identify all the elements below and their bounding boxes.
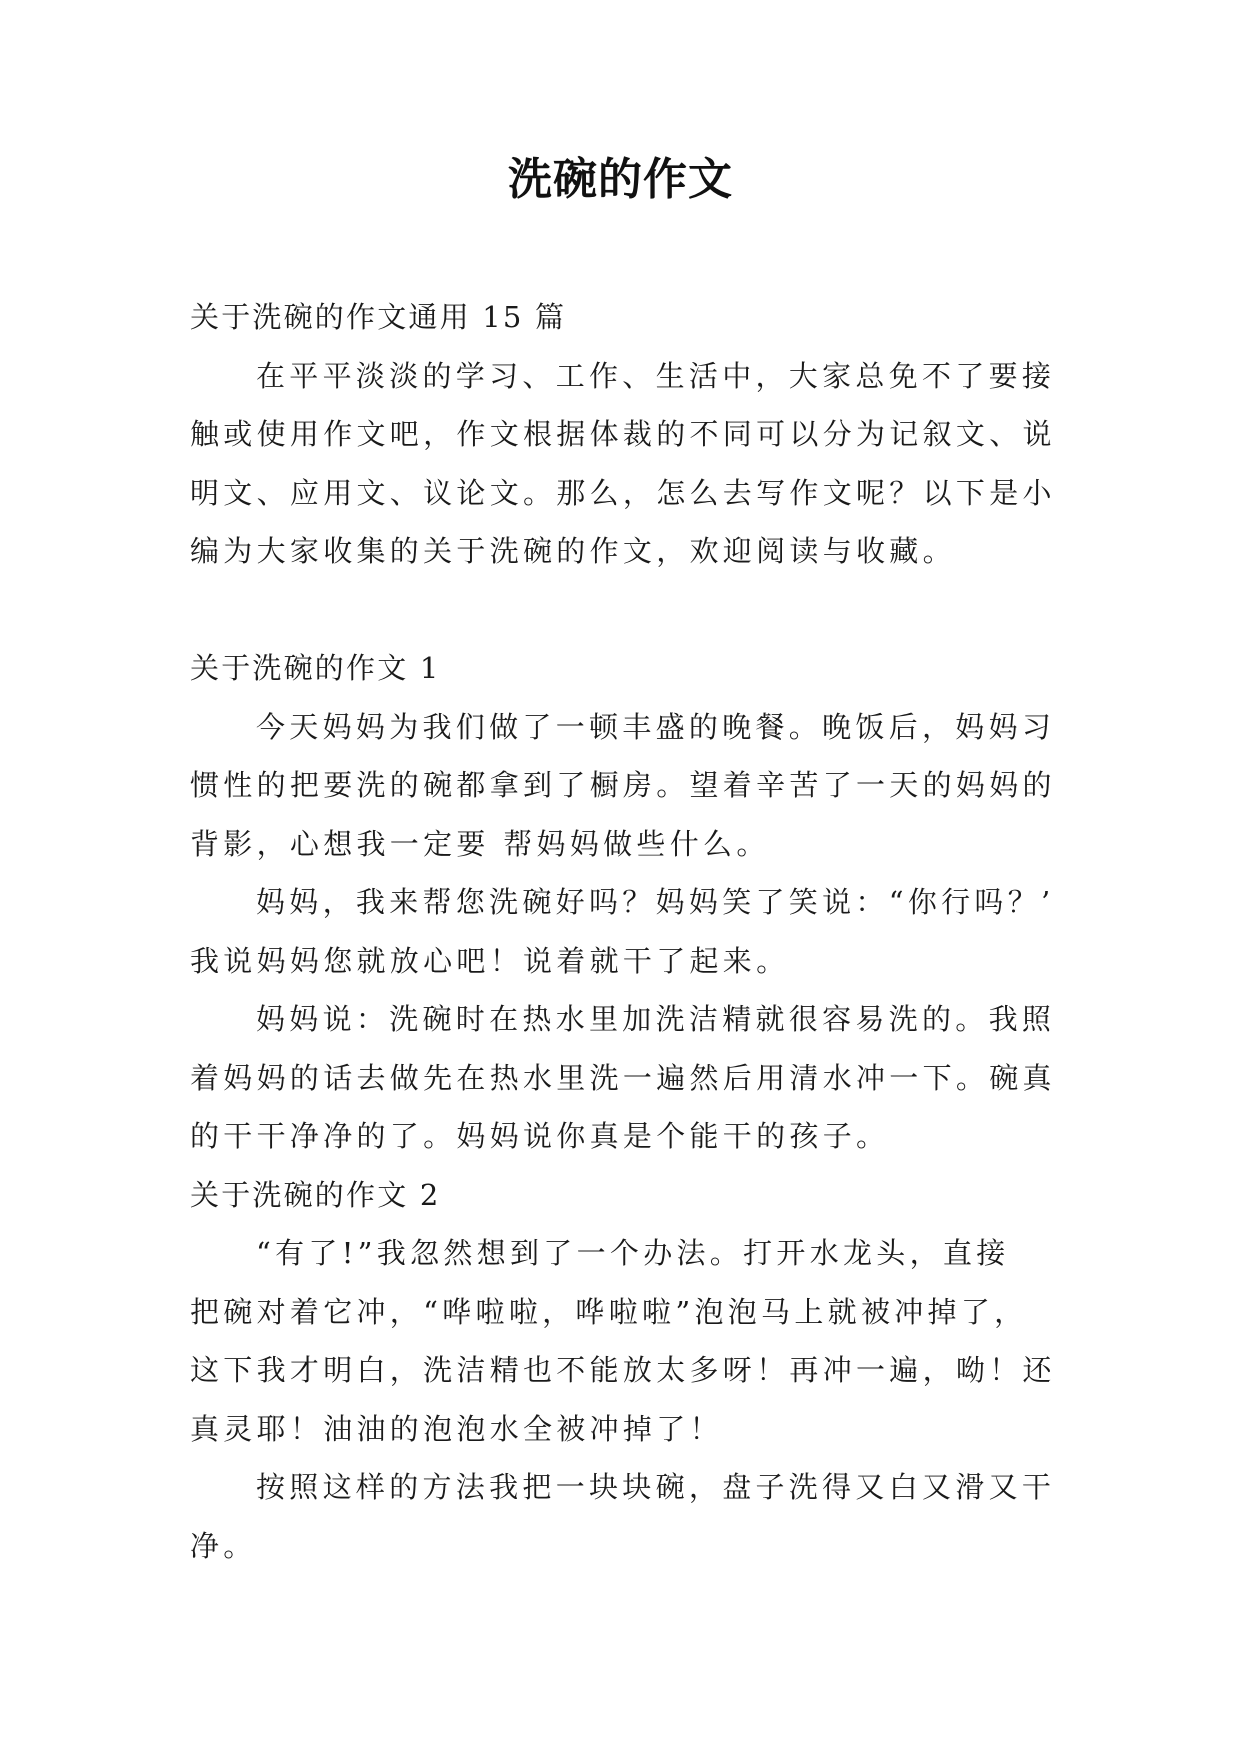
essay-2-heading: 关于洗碗的作文 2 bbox=[190, 1177, 441, 1212]
essay-2-paragraph-1 bbox=[190, 1224, 1056, 1458]
text-line: 妈妈，我来帮您洗碗好吗？妈妈笑了笑说：“你行吗？’ bbox=[256, 885, 1055, 919]
essay-1-paragraph-3 bbox=[190, 990, 1056, 1166]
text-line: 明文、应用文、议论文。那么，怎么去写作文呢？以下是小 bbox=[190, 475, 1056, 510]
text-line: 净。 bbox=[190, 1528, 257, 1563]
text-line: 我说妈妈您就放心吧！说着就干了起来。 bbox=[190, 943, 790, 978]
text-line: 在平平淡淡的学习、工作、生活中，大家总免不了要接 bbox=[256, 358, 1056, 393]
essay-1-heading: 关于洗碗的作文 1 bbox=[190, 651, 441, 685]
text-line: “有了!”我忽然想到了一个办法。打开水龙头，直接 bbox=[256, 1236, 1010, 1270]
text-line: 惯性的把要洗的碗都拿到了橱房。望着辛苦了一天的妈妈的 bbox=[190, 768, 1056, 802]
text-line: 编为大家收集的关于洗碗的作文，欢迎阅读与收藏。 bbox=[190, 534, 956, 568]
text-line: 这下我才明白，洗洁精也不能放太多呀！再冲一遍，呦！还 bbox=[190, 1353, 1056, 1387]
text-line: 的干干净净的了。妈妈说你真是个能干的孩子。 bbox=[190, 1119, 890, 1153]
document-title: 洗碗的作文 bbox=[508, 154, 733, 205]
text-line: 妈妈说：洗碗时在热水里加洗洁精就很容易洗的。我照 bbox=[256, 1002, 1056, 1036]
intro-heading: 关于洗碗的作文通用 15 篇 bbox=[190, 300, 567, 334]
text-line: 着妈妈的话去做先在热水里洗一遍然后用清水冲一下。碗真 bbox=[190, 1060, 1056, 1095]
text-line: 真灵耶！油油的泡泡水全被冲掉了！ bbox=[190, 1411, 723, 1446]
intro-paragraph bbox=[190, 347, 1056, 581]
essay-1-paragraph-1 bbox=[190, 698, 1056, 874]
text-line: 把碗对着它冲，“哗啦啦，哗啦啦”泡泡马上就被冲掉了， bbox=[190, 1294, 1028, 1329]
essay-1-paragraph-2 bbox=[190, 873, 1055, 990]
document-body bbox=[190, 288, 1056, 1575]
text-line: 今天妈妈为我们做了一顿丰盛的晚餐。晚饭后，妈妈习 bbox=[256, 709, 1056, 744]
text-line: 背影，心想我一定要 帮妈妈做些什么。 bbox=[190, 826, 770, 861]
text-line: 按照这样的方法我把一块块碗，盘子洗得又白又滑又干 bbox=[256, 1470, 1056, 1504]
essay-2-paragraph-2 bbox=[190, 1458, 1056, 1575]
blank-line bbox=[190, 581, 1052, 640]
text-line: 触或使用作文吧，作文根据体裁的不同可以分为记叙文、说 bbox=[190, 417, 1056, 451]
